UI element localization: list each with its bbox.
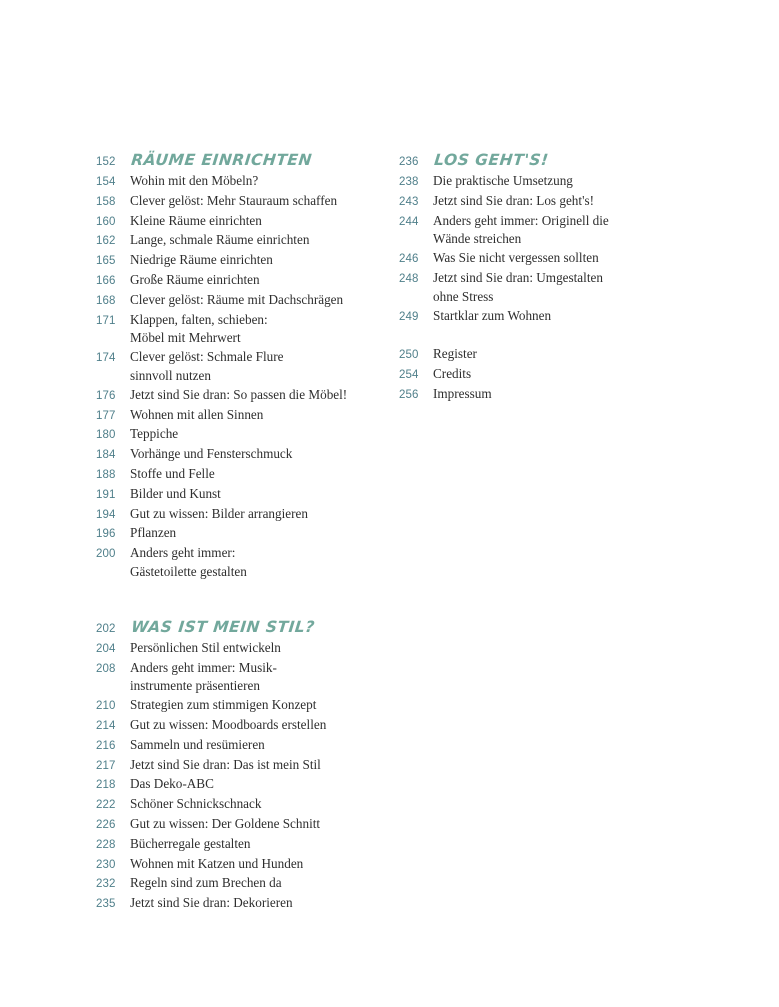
section-heading-row: [399, 148, 739, 172]
toc-entry: [96, 311, 396, 349]
entry-title: [130, 212, 396, 231]
entry-title-line: Stoffe und Felle: [130, 465, 215, 481]
entry-page-number: 166: [96, 274, 116, 287]
entry-page-number: 160: [96, 215, 116, 228]
entry-title: [130, 231, 396, 250]
toc-appendix-entries: [399, 345, 739, 404]
entry-title-line: Was Sie nicht vergessen sollten: [433, 250, 599, 266]
entry-title: [130, 815, 396, 834]
entry-title: [433, 249, 739, 268]
toc-entry: [96, 231, 396, 251]
entry-title-line: Jetzt sind Sie dran: Das ist mein Stil: [130, 756, 321, 772]
entry-title: [130, 348, 396, 386]
entry-title: [433, 345, 739, 364]
toc-entry: [96, 855, 396, 875]
entry-title-line: Jetzt sind Sie dran: So passen die Möbel!: [130, 386, 348, 402]
entry-page-number: 222: [96, 799, 116, 812]
entry-page-number: 191: [96, 488, 116, 501]
toc-entry: [96, 386, 396, 406]
entry-title-line: Credits: [433, 365, 472, 381]
section-heading-row: [96, 148, 396, 172]
entry-page-number: 196: [96, 528, 116, 541]
entry-title-line: Impressum: [433, 385, 492, 401]
toc-entry: [399, 249, 739, 269]
entry-page-number: 194: [96, 508, 116, 521]
entry-title-line: Kleine Räume einrichten: [130, 212, 262, 228]
entry-title: [130, 716, 396, 735]
entry-title-line: Gut zu wissen: Moodboards erstellen: [130, 716, 327, 732]
entry-title: [130, 524, 396, 543]
toc-entry: [96, 639, 396, 659]
toc-entry: [96, 696, 396, 716]
entry-title-line: Jetzt sind Sie dran: Umgestalten: [433, 269, 603, 285]
toc-entry: [399, 385, 739, 405]
entry-title-line: Gut zu wissen: Der Goldene Schnitt: [130, 815, 321, 831]
toc-section-los-gehts: [399, 148, 739, 326]
entry-title-line: Jetzt sind Sie dran: Dekorieren: [130, 895, 293, 911]
entry-title-line: Teppiche: [130, 426, 179, 442]
entry-page-number: 208: [96, 662, 116, 675]
entry-title: [433, 212, 739, 250]
entry-title-line: Schöner Schnickschnack: [130, 796, 262, 812]
entry-title-line: Das Deko-ABC: [130, 776, 214, 792]
section-page-number: 236: [399, 156, 419, 168]
entry-title: [130, 425, 396, 444]
toc-left-column: [96, 148, 396, 914]
entry-title: [130, 271, 396, 290]
toc-entry: [96, 544, 396, 582]
entry-title: [130, 311, 396, 349]
toc-entry: [96, 874, 396, 894]
toc-entry: [399, 345, 739, 365]
toc-entry: [399, 192, 739, 212]
toc-entry: [96, 425, 396, 445]
entry-page-number: 174: [96, 352, 116, 365]
entry-title-line: Startklar zum Wohnen: [433, 307, 552, 323]
entry-page-number: 248: [399, 272, 419, 285]
entry-title-line: Vorhänge und Fensterschmuck: [130, 446, 293, 462]
toc-entry: [96, 192, 396, 212]
toc-entry: [96, 291, 396, 311]
toc-entry: [96, 795, 396, 815]
entry-title: [130, 736, 396, 755]
entry-title-line: Die praktische Umsetzung: [433, 173, 573, 188]
entry-page-number: 214: [96, 719, 116, 732]
toc-entry: [96, 485, 396, 505]
entry-title: [433, 307, 739, 326]
entry-page-number: 228: [96, 838, 116, 851]
toc-entry: [399, 365, 739, 385]
toc-entry: [399, 212, 739, 250]
toc-entry: [96, 815, 396, 835]
entry-title-line: Klappen, falten, schieben:: [130, 311, 268, 327]
entry-title: [130, 445, 396, 464]
toc-entry: [399, 172, 739, 192]
entry-title-line: Clever gelöst: Räume mit Dachschrägen: [130, 291, 344, 307]
entry-page-number: 243: [399, 195, 419, 208]
appendix-spacer: [399, 326, 739, 345]
entry-title: [130, 505, 396, 524]
entry-page-number: 244: [399, 215, 419, 228]
entry-page-number: 249: [399, 310, 419, 323]
toc-entry: [96, 172, 396, 192]
entry-title: [130, 485, 396, 504]
entry-page-number: 210: [96, 700, 116, 713]
entry-page-number: 154: [96, 176, 116, 188]
entry-title-line: Gästetoilette gestalten: [130, 563, 247, 579]
entry-title-line: Anders geht immer: Musik-: [130, 659, 277, 675]
entry-title-line: Sammeln und resümieren: [130, 736, 265, 752]
entry-page-number: 254: [399, 368, 419, 381]
entry-page-number: 176: [96, 389, 116, 402]
entry-title: [130, 855, 396, 874]
entry-page-number: 162: [96, 235, 116, 248]
entry-title: [130, 894, 396, 913]
entry-title-line: Wände streichen: [433, 231, 522, 247]
entry-page-number: 171: [96, 314, 116, 327]
toc-entry: [96, 406, 396, 426]
entry-page-number: 188: [96, 468, 116, 481]
entry-title-line: Gut zu wissen: Bilder arrangieren: [130, 505, 308, 521]
toc-entries: [96, 639, 396, 914]
entry-title-line: Wohin mit den Möbeln?: [130, 173, 259, 188]
entry-title-line: Große Räume einrichten: [130, 271, 260, 287]
toc-entry: [96, 659, 396, 697]
entry-page-number: 168: [96, 294, 116, 307]
entry-title: [130, 251, 396, 270]
entry-page-number: 200: [96, 548, 116, 561]
toc-entry: [96, 271, 396, 291]
entry-page-number: 256: [399, 388, 419, 401]
entry-page-number: 216: [96, 739, 116, 752]
entry-title-line: Lange, schmale Räume einrichten: [130, 232, 310, 248]
entry-title-line: Strategien zum stimmigen Konzept: [130, 697, 317, 713]
toc-entry: [96, 894, 396, 914]
entry-title: [433, 365, 739, 384]
entry-title-line: ohne Stress: [433, 288, 494, 304]
entry-title: [433, 172, 739, 191]
toc-entry: [96, 835, 396, 855]
section-page-number: 152: [96, 156, 116, 168]
entry-title: [433, 192, 739, 211]
entry-title: [130, 386, 396, 405]
toc-entry: [96, 505, 396, 525]
entry-title-line: Bilder und Kunst: [130, 485, 221, 501]
entry-title-line: Anders geht immer: Originell die: [433, 212, 609, 228]
entry-title: [433, 385, 739, 404]
entry-page-number: 177: [96, 409, 116, 422]
entry-title: [130, 465, 396, 484]
entry-page-number: 165: [96, 255, 116, 268]
entry-page-number: 250: [399, 349, 419, 362]
section-page-number: 202: [96, 622, 116, 635]
entry-title: [130, 639, 396, 658]
entry-page-number: 226: [96, 818, 116, 831]
toc-entries: [96, 172, 396, 582]
entry-title-line: Bücherregale gestalten: [130, 835, 251, 851]
entry-title: [130, 291, 396, 310]
entry-title: [130, 172, 396, 191]
toc-right-column: [399, 148, 739, 405]
section-heading: WAS IST MEIN STIL?: [130, 617, 316, 636]
entry-page-number: 158: [96, 195, 116, 208]
toc-entry: [96, 445, 396, 465]
entry-title: [130, 756, 396, 775]
entry-title-line: Clever gelöst: Schmale Flure: [130, 349, 284, 365]
entry-page-number: 180: [96, 429, 116, 442]
entry-title-line: Regeln sind zum Brechen da: [130, 875, 282, 891]
section-heading-row: [96, 615, 396, 639]
section-heading: LOS GEHT'S!: [433, 151, 550, 169]
section-heading: RÄUME EINRICHTEN: [130, 151, 313, 169]
entry-title: [130, 544, 396, 582]
toc-entry: [96, 716, 396, 736]
entry-title-line: Wohnen mit Katzen und Hunden: [130, 855, 304, 871]
toc-section-raeume-einrichten: [96, 148, 396, 582]
entry-title: [130, 795, 396, 814]
entry-page-number: 217: [96, 759, 116, 772]
entry-title-line: Register: [433, 346, 477, 362]
toc-entry: [96, 251, 396, 271]
toc-entry: [96, 775, 396, 795]
toc-entry: [96, 756, 396, 776]
entry-title-line: Clever gelöst: Mehr Stauraum schaffen: [130, 192, 338, 208]
entry-title-line: Pflanzen: [130, 525, 177, 541]
toc-entry: [399, 307, 739, 327]
entry-title: [130, 406, 396, 425]
entry-page-number: 238: [399, 176, 419, 188]
toc-entry: [96, 465, 396, 485]
entry-page-number: 235: [96, 898, 116, 911]
entry-page-number: 218: [96, 779, 116, 792]
entry-title: [130, 192, 396, 211]
entry-page-number: 184: [96, 449, 116, 462]
entry-title-line: sinnvoll nutzen: [130, 367, 211, 383]
entry-page-number: 232: [96, 878, 116, 891]
toc-entry: [399, 269, 739, 307]
entry-title-line: Persönlichen Stil entwickeln: [130, 639, 281, 655]
entry-title-line: Niedrige Räume einrichten: [130, 252, 273, 268]
toc-section-was-ist-mein-stil: [96, 615, 396, 914]
entry-page-number: 230: [96, 858, 116, 871]
entry-title: [130, 835, 396, 854]
entry-title-line: Wohnen mit allen Sinnen: [130, 406, 264, 422]
toc-entry: [96, 348, 396, 386]
entry-page-number: 204: [96, 642, 116, 655]
toc-entry: [96, 212, 396, 232]
entry-title-line: Möbel mit Mehrwert: [130, 330, 241, 346]
toc-entry: [96, 524, 396, 544]
toc-entries: [399, 172, 739, 326]
entry-title: [433, 269, 739, 307]
entry-title: [130, 874, 396, 893]
toc-entry: [96, 736, 396, 756]
entry-title: [130, 659, 396, 697]
entry-title-line: Jetzt sind Sie dran: Los geht's!: [433, 192, 594, 208]
entry-page-number: 246: [399, 253, 419, 266]
entry-title: [130, 696, 396, 715]
entry-title-line: instrumente präsentieren: [130, 678, 260, 694]
entry-title-line: Anders geht immer:: [130, 545, 236, 561]
entry-title: [130, 775, 396, 794]
